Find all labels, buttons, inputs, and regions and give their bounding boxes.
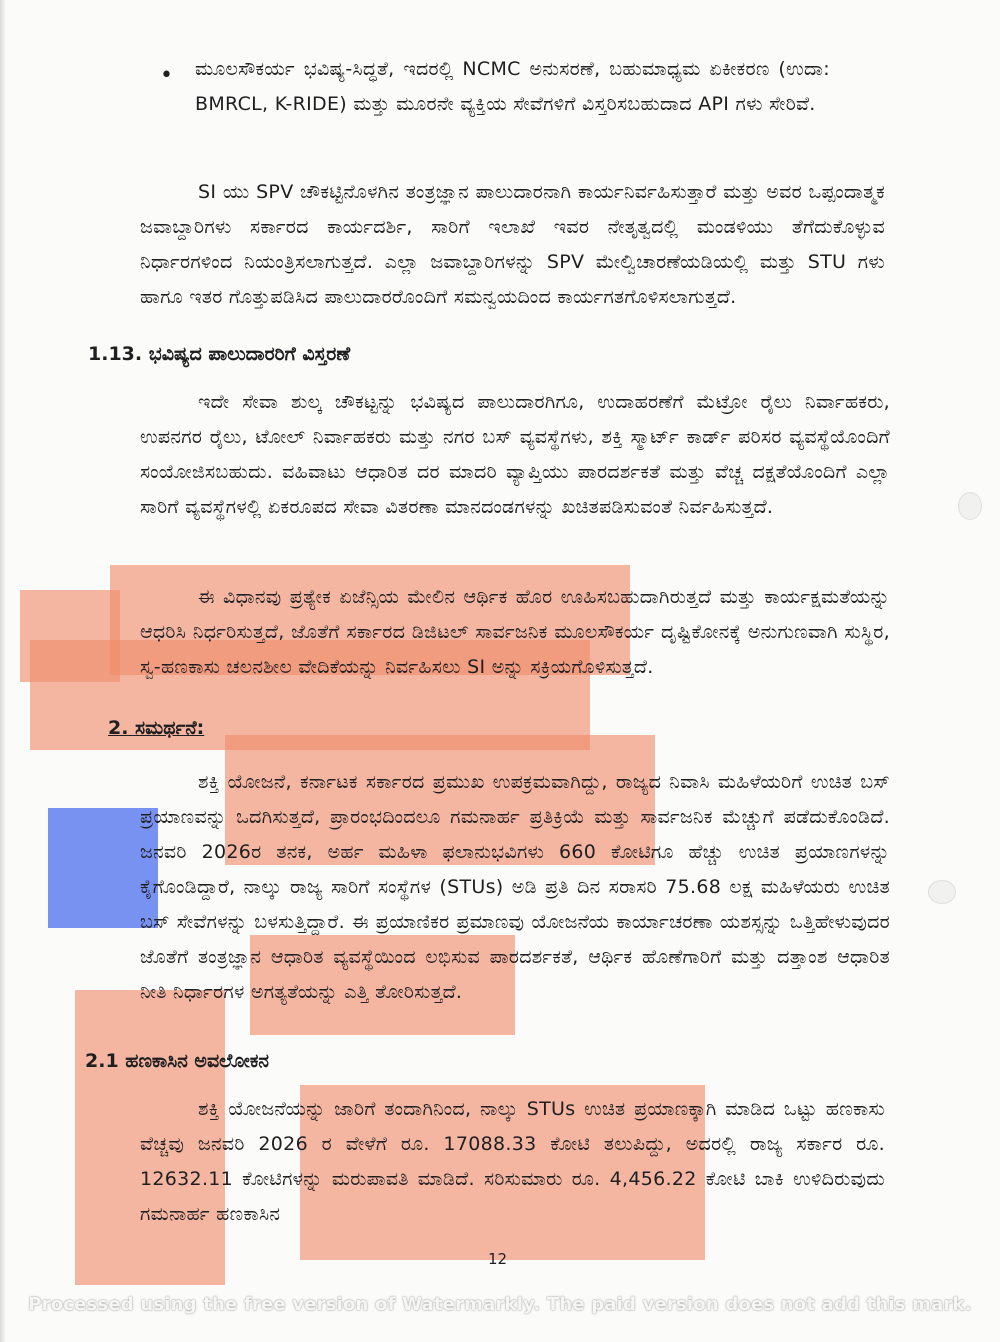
- punch-hole-mark: [928, 880, 956, 904]
- paragraph-approach: ಈ ವಿಧಾನವು ಪ್ರತ್ಯೇಕ ಏಜೆನ್ಸಿಯ ಮೇಲಿನ ಆರ್ಥಿಕ ಹೊರ ಊಹಿಸಬಹುದಾಗಿರುತ್ತದೆ ಮತ್ತು ಕಾರ್ಯಕ್ಷಮತೆಯನ್ನು ಆಧರಿಸಿ ನಿರ್ಧರಿಸುತ್ತದೆ, ಜೊತೆಗೆ ಸರ್ಕಾರದ ಡಿಜಿಟಲ್ ಸಾರ್ವಜನಿಕ ಮೂಲಸೌಕರ್ಯ ದೃಷ್ಟಿಕೋನಕ್ಕೆ ಅನುಗುಣವಾಗಿ ಸುಸ್ಥಿರ, ಸ್ವ-ಹಣಕಾಸು ಚಲನಶೀಲ ವೇದಿಕೆಯನ್ನು ನಿರ್ವಹಿಸಲು SI ಅನ್ನು ಸಕ್ರಿಯಗೊಳಿಸುತ್ತದೆ.: [140, 586, 890, 678]
- section-heading-1-13: 1.13. ಭವಿಷ್ಯದ ಪಾಲುದಾರರಿಗೆ ವಿಸ್ತರಣೆ: [88, 343, 351, 365]
- punch-hole-mark: [958, 492, 982, 520]
- page-number: 12: [488, 1250, 508, 1268]
- watermark-text: Processed using the free version of Watermarkly. The paid version does not add this mark.: [28, 1294, 972, 1315]
- section-heading-2: 2. ಸಮರ್ಥನೆ:: [108, 717, 205, 739]
- page-edge-shadow: [0, 0, 6, 1342]
- paragraph-finance: ಶಕ್ತಿ ಯೋಜನೆಯನ್ನು ಜಾರಿಗೆ ತಂದಾಗಿನಿಂದ, ನಾಲ್ಕು STUs ಉಚಿತ ಪ್ರಯಾಣಕ್ಕಾಗಿ ಮಾಡಿದ ಒಟ್ಟು ಹಣಕಾಸು ವೆಚ್ಚವು ಜನವರಿ 2026 ರ ವೇಳೆಗೆ ರೂ. 17088.33 ಕೋಟಿ ತಲುಪಿದ್ದು, ಅದರಲ್ಲಿ ರಾಜ್ಯ ಸರ್ಕಾರ ರೂ. 12632.11 ಕೋಟಿಗಳನ್ನು ಮರುಪಾವತಿ ಮಾಡಿದೆ. ಸರಿಸುಮಾರು ರೂ. 4,456.22 ಕೋಟಿ ಬಾಕಿ ಉಳಿದಿರುವುದು ಗಮನಾರ್ಹ ಹಣಕಾಸಿನ: [140, 1098, 885, 1225]
- bullet-paragraph: ಮೂಲಸೌಕರ್ಯ ಭವಿಷ್ಯ-ಸಿದ್ಧತೆ, ಇದರಲ್ಲಿ NCMC ಅನುಸರಣೆ, ಬಹುಮಾಧ್ಯಮ ಏಕೀಕರಣ (ಉದಾ: BMRCL, K-RIDE) ಮತ್ತು ಮೂರನೇ ವ್ಯಕ್ತಿಯ ಸೇವೆಗಳಿಗೆ ವಿಸ್ತರಿಸಬಹುದಾದ API ಗಳು ಸೇರಿವೆ.: [195, 58, 830, 115]
- paragraph-justification: ಶಕ್ತಿ ಯೋಜನೆ, ಕರ್ನಾಟಕ ಸರ್ಕಾರದ ಪ್ರಮುಖ ಉಪಕ್ರಮವಾಗಿದ್ದು, ರಾಜ್ಯದ ನಿವಾಸಿ ಮಹಿಳೆಯರಿಗೆ ಉಚಿತ ಬಸ್ ಪ್ರಯಾಣವನ್ನು ಒದಗಿಸುತ್ತದೆ, ಪ್ರಾರಂಭದಿಂದಲೂ ಗಮನಾರ್ಹ ಪ್ರತಿಕ್ರಿಯೆ ಮತ್ತು ಸಾರ್ವಜನಿಕ ಮೆಚ್ಚುಗೆ ಪಡೆದುಕೊಂಡಿದೆ. ಜನವರಿ 2026ರ ತನಕ, ಅರ್ಹ ಮಹಿಳಾ ಫಲಾನುಭವಿಗಳು 660 ಕೋಟಿಗೂ ಹೆಚ್ಚು ಉಚಿತ ಪ್ರಯಾಣಗಳನ್ನು ಕೈಗೊಂಡಿದ್ದಾರೆ, ನಾಲ್ಕು ರಾಜ್ಯ ಸಾರಿಗೆ ಸಂಸ್ಥೆಗಳ (STUs) ಅಡಿ ಪ್ರತಿ ದಿನ ಸರಾಸರಿ 75.68 ಲಕ್ಷ ಮಹಿಳೆಯರು ಉಚಿತ ಬಸ್ ಸೇವೆಗಳನ್ನು ಬಳಸುತ್ತಿದ್ದಾರೆ. ಈ ಪ್ರಯಾಣಿಕರ ಪ್ರಮಾಣವು ಯೋಜನೆಯ ಕಾರ್ಯಾಚರಣಾ ಯಶಸ್ಸನ್ನು ಒತ್ತಿಹೇಳುವುದರ ಜೊತೆಗೆ ತಂತ್ರಜ್ಞಾನ ಆಧಾರಿತ ವ್ಯವಸ್ಥೆಯಿಂದ ಲಭಿಸುವ ಪಾರದರ್ಶಕತೆ, ಆರ್ಥಿಕ ಹೊಣೆಗಾರಿಗೆ ಮತ್ತು ದತ್ತಾಂಶ ಆಧಾರಿತ ನೀತಿ ನಿರ್ಧಾರಗಳ ಅಗತ್ಯತೆಯನ್ನು ಎತ್ತಿ ತೋರಿಸುತ್ತದೆ.: [140, 771, 890, 1003]
- paragraph-si: SI ಯು SPV ಚೌಕಟ್ಟಿನೊಳಗಿನ ತಂತ್ರಜ್ಞಾನ ಪಾಲುದಾರನಾಗಿ ಕಾರ್ಯನಿರ್ವಹಿಸುತ್ತಾರೆ ಮತ್ತು ಅವರ ಒಪ್ಪಂದಾತ್ಮಕ ಜವಾಬ್ದಾರಿಗಳು ಸರ್ಕಾರದ ಕಾರ್ಯದರ್ಶಿ, ಸಾರಿಗೆ ಇಲಾಖೆ ಇವರ ನೇತೃತ್ವದಲ್ಲಿ ಮಂಡಳಿಯು ತೆಗೆದುಕೊಳ್ಳುವ ನಿರ್ಧಾರಗಳಿಂದ ನಿಯಂತ್ರಿಸಲಾಗುತ್ತದೆ. ಎಲ್ಲಾ ಜವಾಬ್ದಾರಿಗಳನ್ನು SPV ಮೇಲ್ವಿಚಾರಣೆಯಡಿಯಲ್ಲಿ ಮತ್ತು STU ಗಳು ಹಾಗೂ ಇತರ ಗೊತ್ತುಪಡಿಸಿದ ಪಾಲುದಾರರೊಂದಿಗೆ ಸಮನ್ವಯದಿಂದ ಕಾರ್ಯಗತಗೊಳಿಸಲಾಗುತ್ತದೆ.: [140, 181, 885, 308]
- paragraph-future-partners: ಇದೇ ಸೇವಾ ಶುಲ್ಕ ಚೌಕಟ್ಟನ್ನು ಭವಿಷ್ಯದ ಪಾಲುದಾರಗಿಗೂ, ಉದಾಹರಣೆಗೆ ಮೆಟ್ರೋ ರೈಲು ನಿರ್ವಾಹಕರು, ಉಪನಗರ ರೈಲು, ಟೋಲ್ ನಿರ್ವಾಹಕರು ಮತ್ತು ನಗರ ಬಸ್ ವ್ಯವಸ್ಥೆಗಳು, ಶಕ್ತಿ ಸ್ಮಾರ್ಟ್ ಕಾರ್ಡ್ ಪರಿಸರ ವ್ಯವಸ್ಥೆಯೊಂದಿಗೆ ಸಂಯೋಜಿಸಬಹುದು. ವಹಿವಾಟು ಆಧಾರಿತ ದರ ಮಾದರಿ ವ್ಯಾಪ್ತಿಯು ಪಾರದರ್ಶಕತೆ ಮತ್ತು ವೆಚ್ಚ ದಕ್ಷತೆಯೊಂದಿಗೆ ಎಲ್ಲಾ ಸಾರಿಗೆ ವ್ಯವಸ್ಥೆಗಳಲ್ಲಿ ಏಕರೂಪದ ಸೇವಾ ವಿತರಣಾ ಮಾನದಂಡಗಳನ್ನು ಖಚಿತಪಡಿಸುವಂತೆ ನಿರ್ವಹಿಸುತ್ತದೆ.: [140, 391, 890, 518]
- bullet-marker: •: [160, 63, 173, 88]
- section-heading-2-1: 2.1 ಹಣಕಾಸಿನ ಅವಲೋಕನ: [85, 1050, 269, 1072]
